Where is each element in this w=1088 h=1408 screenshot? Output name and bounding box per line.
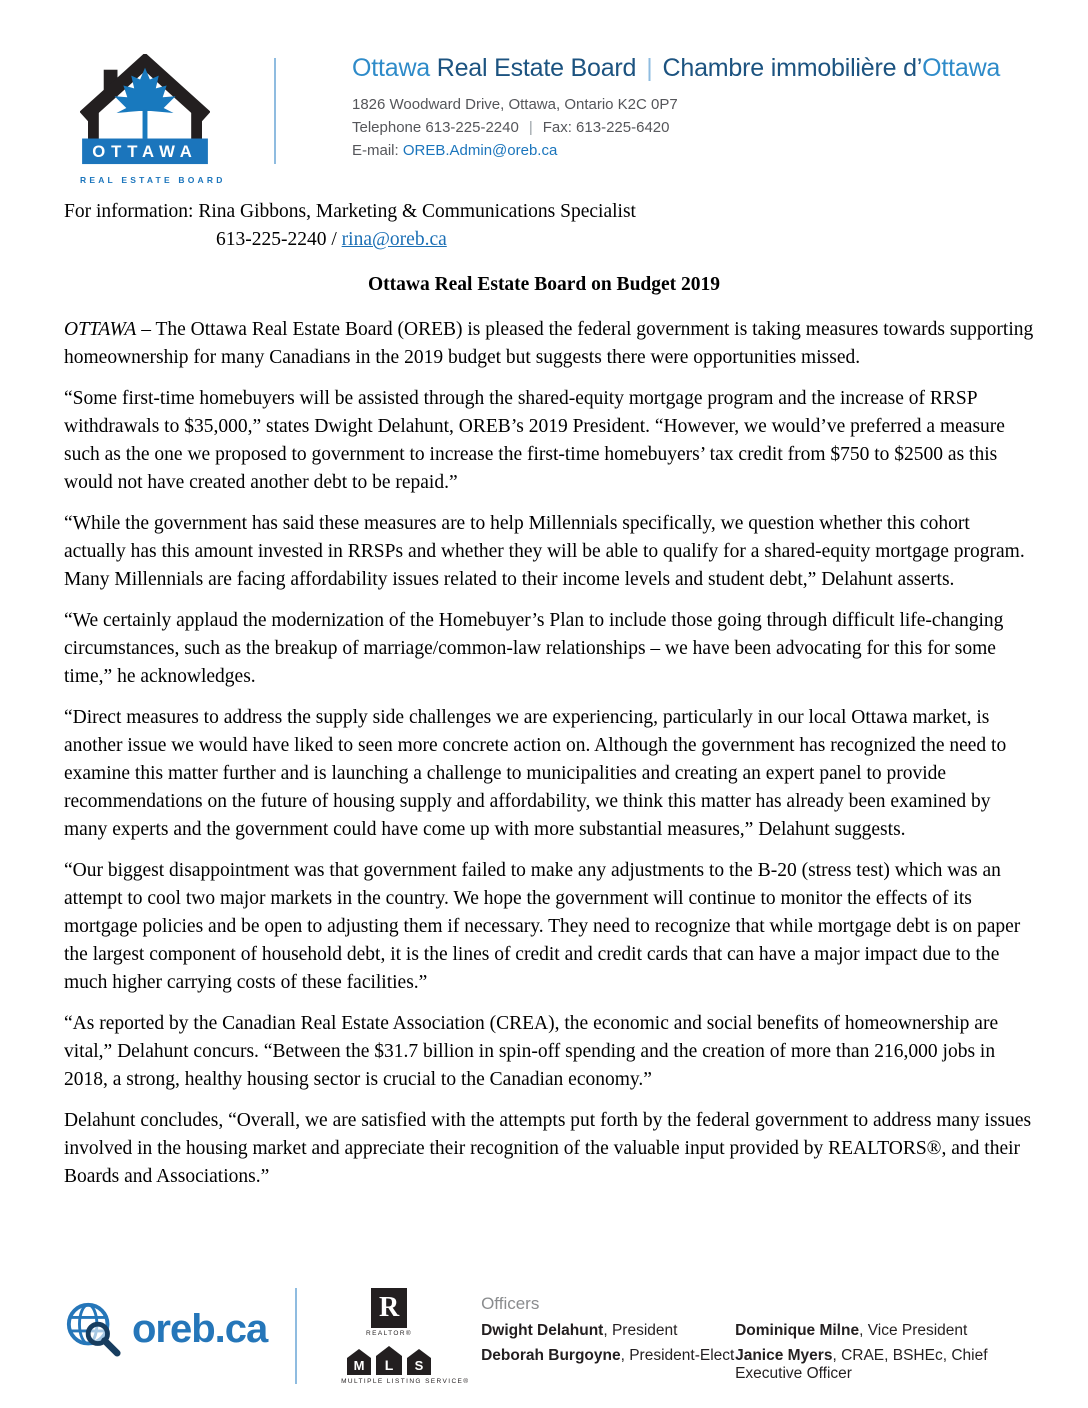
oreb-admin-email-link[interactable]: OREB.Admin@oreb.ca [402,142,558,159]
mls-label: MULTIPLE LISTING SERVICE® [341,1378,470,1385]
paragraph-2: “Some first-time homebuyers will be assisted through the shared-equity mortgage program and the increase of RRSP withdrawals to $35,000,” states Dwight Delahunt, OREB’s 2019 President. “However, we would’ve preferred a measure such as the one we proposed to government to increase the first-time homebuyers’ tax credit from $750 to $2500 as this would not have created another debt to be repaid.” [64,388,1005,493]
title-fr-last: Ottawa [922,54,1001,82]
masthead-text [352,54,1000,162]
paragraph-4: “We certainly applaud the modernization of the Homebuyer’s Plan to include those going through difficult life-changing circumstances, such as the breakup of marriage/common-law relationships – we have been advocating for this for some time,” he acknowledges. [64,610,1004,687]
mls-house-m-icon [346,1348,372,1376]
realtor-logo [341,1288,437,1337]
email-line [352,139,1000,162]
phone-line [352,116,1000,139]
footer-divider [295,1288,297,1384]
email-label: E-mail: [352,142,403,159]
paragraph-1-text: – The Ottawa Real Estate Board (OREB) is pleased the federal government is taking measures towards supporting homeownership for many Canadians in the 2019 budget but suggests there were opportunities missed. [64,319,1034,368]
contact-line1: For information: Rina Gibbons, Marketing & Communications Specialist [64,201,636,222]
paragraph-7: “As reported by the Canadian Real Estate Association (CREA), the economic and social benefits of homeownership are vital,” Delahunt concurs. “Between the $31.7 billion in spin-off spending and the creation of more than 216,000 jobs in 2018, a strong, healthy housing sector is crucial to the Canadian economy.” [64,1013,999,1090]
fax: Fax: 613-225-6420 [542,119,670,136]
officers-section [481,1294,1038,1383]
realtor-r-icon: R [371,1288,407,1328]
masthead-divider [274,58,276,164]
officer-president: Dwight Delahunt, President [481,1322,678,1339]
masthead [80,54,1000,185]
paragraph-3: “While the government has said these measures are to help Millennials specifically, we question whether this cohort actually has this amount invested in RRSPs and whether they will be able to qualify for a shared-equity mortgage program. Many Millennials are facing affordability issues related to their income levels and student debt,” Delahunt asserts. [64,513,1025,590]
officer-ceo: Janice Myers, CRAE, BSHEc, Chief Executive Officer [735,1347,988,1382]
globe-search-icon [64,1300,122,1358]
telephone: Telephone 613-225-2240 [352,119,519,136]
trademark-logos [341,1288,470,1385]
realtor-label: REALTOR® [366,1330,413,1337]
media-contact [64,198,636,254]
page-footer [64,1288,1038,1385]
mls-house-s-icon [406,1348,432,1376]
masthead-address [352,93,1000,162]
paragraph-1 [64,316,1034,372]
phone-separator: | [528,119,533,136]
paragraph-6: “Our biggest disappointment was that government failed to make any adjustments to the B-20 (stress test) which was an attempt to cool two major markets in the country. We hope the government will continue to monitor the effects of its mortgage policies and be open to adjusting them if necessary. They need to recognize that while mortgage debt is on paper the largest component of household debt, it is the lines of credit and credit cards that can have a major impact due to the much higher carrying costs of these facilities.” [64,860,1021,993]
logo-wordmark: OTTAWA [92,142,198,162]
press-release-body [64,316,1034,1204]
logo-subtitle: REAL ESTATE BOARD [80,175,226,185]
officers-heading: Officers [481,1294,540,1313]
paragraph-8: Delahunt concludes, “Overall, we are satisfied with the attempts put forth by the federal government to address many issues involved in the housing market and appreciate their recognition of the valuable input provided by REALTORS®, and their Boards and Associations.” [64,1110,1032,1187]
contact-phone: 613-225-2240 / [216,229,342,250]
svg-text:S: S [414,1358,424,1373]
officer-vice-president: Dominique Milne, Vice President [735,1322,968,1339]
organization-title [352,54,1000,83]
title-fr-first: Chambre immobilière d’ [662,54,923,82]
officer-president-elect: Deborah Burgoyne, President-Elect [481,1347,735,1364]
oreb-house-leaf-icon [80,54,210,168]
oreb-logo [80,54,226,185]
mls-house-l-icon [375,1345,403,1376]
oreb-ca-brand [64,1300,267,1358]
address-line: 1826 Woodward Drive, Ottawa, Ontario K2C 0P7 [352,96,678,113]
svg-text:L: L [384,1357,394,1373]
oreb-ca-wordmark: oreb.ca [132,1306,268,1351]
rina-email-link[interactable]: rina@oreb.ca [341,229,447,250]
mls-logo [341,1345,437,1376]
title-en-first: Ottawa [352,54,430,82]
dateline: OTTAWA [64,319,137,340]
officers-grid [481,1322,1038,1383]
press-release-headline: Ottawa Real Estate Board on Budget 2019 [367,274,721,295]
title-en-rest: Real Estate Board [430,54,637,82]
contact-line2 [64,226,636,254]
svg-text:M: M [353,1358,365,1373]
paragraph-5: “Direct measures to address the supply side challenges we are experiencing, particularly in our local Ottawa market, is another issue we would have liked to seen more concrete action on. Although the government has recognized the need to examine this matter further and is launching a challenge to municipalities and creating an expert panel to provide recommendations on the future of housing supply and affordability, we think this matter has already been examined by many experts and the government could have come up with more substantial measures,” Delahunt suggests. [64,707,1007,840]
title-separator: | [646,54,653,82]
